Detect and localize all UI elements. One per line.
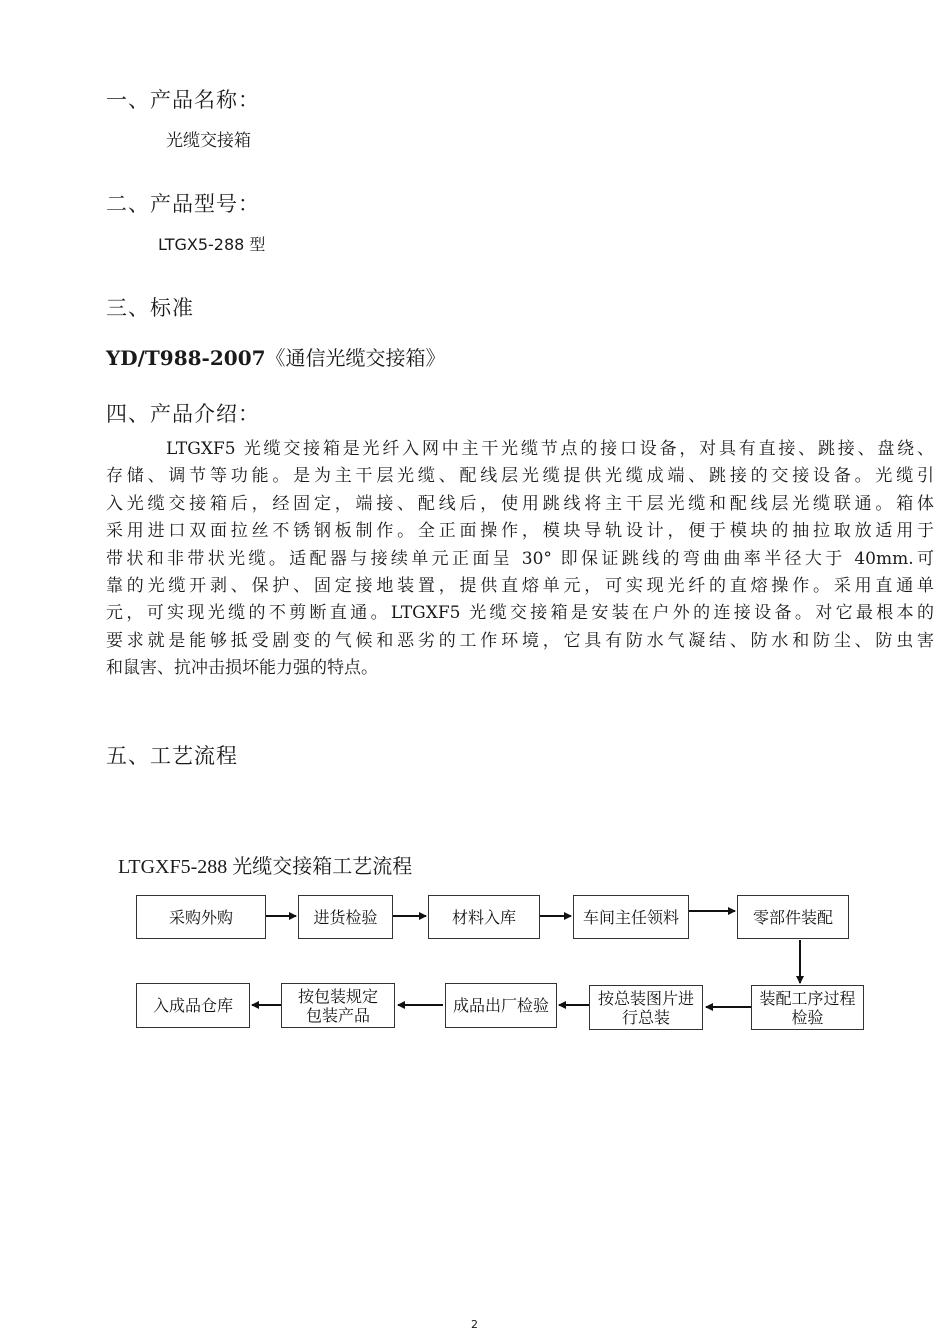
flow-step-incoming-inspection: 进货检验 [298, 895, 393, 939]
flow-step-final-assembly: 按总装图片进行总装 [589, 985, 703, 1030]
section-heading-product-model: 二、产品型号： [106, 192, 260, 216]
intro-line: 和鼠害、抗冲击损坏能力强的特点。 [106, 658, 378, 679]
flow-step-workshop-requisition: 车间主任领料 [573, 895, 689, 939]
intro-line: 入光缆交接箱后，经固定，端接、配线后，使用跳线将主干层光缆和配线层光缆联通。箱体 [106, 493, 934, 514]
intro-line: 采用进口双面拉丝不锈钢板制作。全正面操作，模块导轨设计，便于模块的抽拉取放适用于 [106, 521, 934, 542]
section-heading-process: 五、工艺流程 [106, 744, 238, 768]
section-heading-product-name: 一、产品名称： [106, 88, 260, 112]
product-name-value: 光缆交接箱 [166, 131, 251, 151]
flow-step-packaging: 按包装规定包装产品 [281, 983, 395, 1028]
flow-step-purchase: 采购外购 [136, 895, 266, 939]
intro-line: 靠的光缆开剥、保护、固定接地装置，提供直熔单元，可实现光纤的直熔操作。采用直通单 [106, 576, 934, 597]
intro-line: 要求就是能够抵受剧变的气候和恶劣的工作环境，它具有防水气凝结、防水和防尘、防虫害 [106, 630, 934, 651]
intro-line: 存储、调节等功能。是为主干层光缆、配线层光缆提供光缆成端、跳接的交接设备。光缆引 [106, 466, 934, 487]
section-heading-introduction: 四、产品介绍： [106, 402, 260, 426]
flow-step-process-inspection: 装配工序过程检验 [751, 985, 864, 1030]
intro-line: LTGXF5 光缆交接箱是光纤入网中主干光缆节点的接口设备，对具有直接、跳接、盘绕、 [166, 439, 934, 459]
intro-line: 带状和非带状光缆。适配器与接续单元正面呈 30° 即保证跳线的弯曲曲率半径大于 40mm.可 [106, 548, 934, 569]
flow-step-material-storage: 材料入库 [428, 895, 540, 939]
standard-title: 《通信光缆交接箱》 [265, 346, 446, 370]
flow-step-parts-assembly: 零部件装配 [737, 895, 849, 939]
page-number: 2 [471, 1318, 478, 1331]
flow-step-factory-inspection: 成品出厂检验 [445, 983, 557, 1028]
product-model-value: LTGX5-288 型 [158, 235, 266, 254]
flowchart-title: LTGXF5-288 光缆交接箱工艺流程 [118, 856, 413, 878]
standard-code: YD/T988-2007 [106, 346, 266, 370]
flow-step-warehouse: 入成品仓库 [136, 983, 250, 1028]
intro-line: 元，可实现光缆的不剪断直通。LTGXF5 光缆交接箱是安装在户外的连接设备。对它最根本的 [106, 603, 934, 624]
section-heading-standard: 三、标准 [106, 296, 194, 320]
